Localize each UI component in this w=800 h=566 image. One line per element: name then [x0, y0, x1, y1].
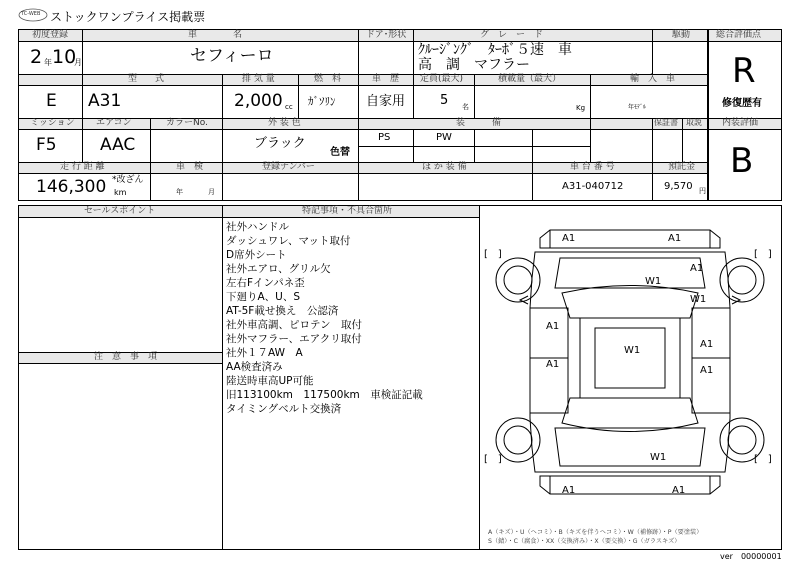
label-history: 車 歴 — [372, 74, 400, 84]
label-color-no: カラーNo. — [166, 118, 208, 128]
overall-note: 修復歴有 — [722, 98, 762, 109]
mileage-note: *改ざん — [112, 175, 144, 185]
damage-mark: A1 — [690, 263, 704, 274]
legend-line-2: S（錆）・C（腐食）・XX（交換済み）・X（要交換）・G（ガラスキズ） — [488, 538, 681, 545]
label-door-shape: ドア･形状 — [366, 30, 407, 40]
chassis-no: A31-040712 — [562, 181, 624, 192]
label-other-equip: ほ か 装 備 — [422, 162, 467, 172]
grade-line-1: ｸﾙｰｼﾞﾝｸﾞ ﾀｰﾎﾞ５速 車 — [418, 42, 572, 58]
model: A31 — [88, 91, 122, 111]
note-line: 旧113100km 117500km 車検証記載 — [226, 389, 423, 401]
reg-month: 10 — [52, 46, 77, 68]
note-line: 社外１７AW A — [226, 347, 303, 359]
note-line: ダッシュワレ、マット取付 — [226, 235, 351, 247]
damage-mark: A1 — [672, 485, 686, 496]
equip-ps: PS — [378, 132, 391, 143]
interior-grade: B — [730, 141, 754, 181]
bracket-front-left: [ ] — [484, 249, 502, 260]
bracket-rear-right: [ ] — [754, 454, 772, 465]
reg-year-unit: 年 — [44, 58, 52, 67]
note-line: 左右Fインパネ歪 — [226, 277, 305, 289]
capacity-unit: 名 — [462, 103, 469, 111]
capacity: 5 — [440, 93, 449, 108]
damage-mark: A1 — [668, 233, 682, 244]
note-line: AA検査済み — [226, 361, 283, 373]
label-notes: 特記事項・不具合箇所 — [302, 206, 393, 216]
note-line: AT-5F載せ換え 公認済 — [226, 305, 339, 317]
mileage-unit: km — [114, 188, 127, 197]
note-line: D席外シート — [226, 249, 287, 261]
label-warranty: 保証書 — [654, 118, 678, 127]
note-line: 社外エアロ、グリル欠 — [226, 263, 331, 275]
note-line: 社外車高調、ピロテン 取付 — [226, 319, 362, 331]
exterior-color: ブラック — [254, 136, 306, 151]
damage-mark: A1 — [546, 321, 560, 332]
fuel: ｶﾞｿﾘﾝ — [308, 95, 336, 108]
label-caution: 注 意 事 項 — [94, 352, 158, 362]
mission: F5 — [36, 135, 57, 155]
note-line: 下廻りA、U、S — [226, 291, 301, 303]
note-line: 社外ハンドル — [226, 221, 289, 233]
logo — [18, 8, 48, 22]
damage-mark: W1 — [690, 294, 707, 305]
displacement-unit: cc — [285, 103, 293, 111]
label-model: 型 式 — [128, 74, 165, 84]
label-sales-point: セールスポイント — [84, 206, 156, 216]
damage-mark: A1 — [700, 365, 714, 376]
label-drive: 駆動 — [672, 30, 691, 40]
reg-month-unit: 月 — [74, 58, 82, 67]
inspection-month-unit: 月 — [208, 188, 215, 196]
label-inspection: 車 検 — [176, 162, 204, 172]
logo-text: TC-WEB — [21, 11, 41, 17]
price-unit: 円 — [699, 187, 706, 195]
damage-mark: A1 — [700, 339, 714, 350]
label-overall-eval: 総合評価点 — [716, 30, 762, 40]
label-import: 輸 入 車 — [630, 74, 676, 84]
label-price: 預託金 — [668, 162, 696, 172]
model-prefix: E — [46, 91, 57, 111]
note-line: 社外マフラー、エアクリ取付 — [226, 333, 362, 345]
label-grade: グ レ ー ド — [480, 30, 544, 40]
legend-line-1: A（キズ）・U（ヘコミ）・B（キズを伴うヘコミ）・W（補修跡）・P（要塗装） — [488, 529, 703, 536]
note-line: 陸送時車高UP可能 — [226, 375, 314, 387]
label-mileage: 走 行 距 離 — [60, 162, 105, 172]
price: 9,570 — [664, 181, 693, 192]
grade-line-2: 高 調 マフラー — [418, 57, 530, 73]
damage-mark: W1 — [645, 276, 662, 287]
form-title: ストックワンプライス掲載票 — [50, 10, 206, 24]
car-name: セフィーロ — [190, 46, 274, 66]
equip-pw: PW — [436, 132, 452, 143]
damage-mark: W1 — [650, 452, 667, 463]
damage-mark: A1 — [562, 233, 576, 244]
label-interior-eval: 内装評価 — [722, 118, 759, 128]
note-line: タイミングベルト交換済 — [226, 403, 342, 415]
damage-mark: A1 — [562, 485, 576, 496]
label-aircon: エアコン — [96, 118, 132, 128]
aircon: AAC — [100, 135, 136, 155]
car-damage-diagram — [480, 218, 780, 528]
version: ver 00000001 — [720, 552, 782, 561]
history: 自家用 — [366, 94, 406, 109]
mileage: 146,300 — [36, 177, 107, 197]
label-capacity: 定員(最大) — [420, 74, 464, 84]
bracket-front-right: [ ] — [754, 249, 772, 260]
label-chassis-no: 車 台 番 号 — [570, 162, 615, 172]
bracket-rear-left: [ ] — [484, 454, 502, 465]
label-reg-number: 登録ナンバー — [262, 162, 315, 172]
inspection-year-unit: 年 — [176, 188, 183, 196]
label-load: 積載量（最大） — [498, 74, 562, 84]
reg-year: 2 — [30, 46, 43, 68]
label-equipment: 装 備 — [456, 118, 502, 128]
color-change: 色替 — [330, 147, 350, 158]
label-fuel: 燃 料 — [314, 74, 342, 84]
load-unit: Kg — [576, 104, 586, 112]
import-year-model: 年ﾓﾃﾞﾙ — [628, 104, 647, 111]
displacement: 2,000 — [234, 91, 283, 111]
label-displacement: 排 気 量 — [242, 74, 275, 84]
label-first-registration: 初度登録 — [32, 30, 69, 40]
label-manual: 取説 — [686, 118, 702, 127]
label-exterior-color: 外 装 色 — [268, 118, 301, 128]
damage-mark: W1 — [624, 345, 641, 356]
label-mission: ミッション — [30, 118, 75, 128]
label-car-name: 車 名 — [188, 30, 243, 40]
damage-mark: A1 — [546, 359, 560, 370]
overall-grade: R — [732, 51, 756, 91]
